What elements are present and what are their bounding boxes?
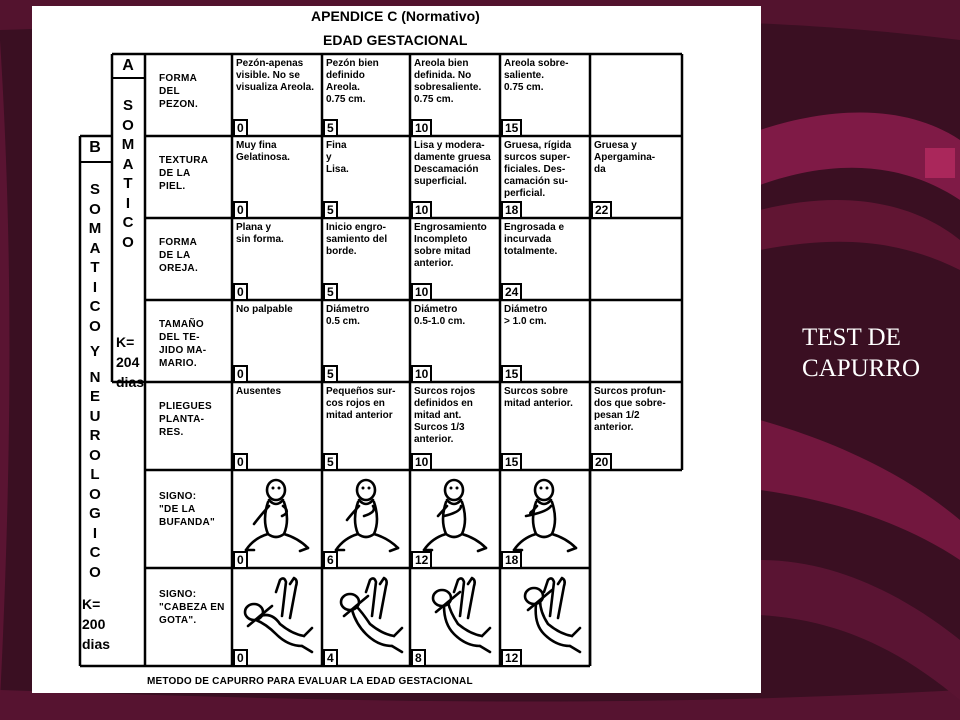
- vertical-letter: O: [122, 116, 134, 134]
- score-box: 12: [500, 649, 522, 665]
- vertical-letter: R: [89, 427, 101, 444]
- score-box: 20: [590, 453, 612, 469]
- vertical-letter: I: [92, 278, 98, 296]
- cell-text: Surcos rojos definidos en mitad ant. Surcos 1/3 anterior.: [414, 386, 476, 445]
- score-box: 18: [500, 201, 522, 217]
- cell-text: Areola bien definida. No sobresaliente. 0.75 cm.: [414, 58, 482, 105]
- vertical-letter: O: [89, 446, 101, 464]
- infant-head-drop-icon: [414, 572, 496, 656]
- score-box: 0: [232, 201, 248, 217]
- cell-text: Areola sobre- saliente. 0.75 cm.: [504, 58, 569, 93]
- score-box: 10: [410, 119, 432, 135]
- row-label: FORMA DE LA OREJA.: [159, 237, 199, 274]
- vertical-letter: I: [92, 524, 98, 542]
- vertical-letter: G: [89, 505, 101, 522]
- cell-text: Diámetro 0.5-1.0 cm.: [414, 304, 466, 327]
- vertical-letter: M: [88, 220, 102, 237]
- infant-head-drop-icon: [236, 572, 318, 656]
- score-box: 10: [410, 365, 432, 381]
- cell-text: Plana y sin forma.: [236, 222, 284, 245]
- score-box: 4: [322, 649, 338, 665]
- document-title: APENDICE C (Normativo): [311, 8, 480, 24]
- cell-text: Engrosada e incurvada totalmente.: [504, 222, 565, 257]
- score-box: 5: [322, 201, 338, 217]
- side-title: TEST DE CAPURRO: [802, 324, 921, 382]
- score-box: 10: [410, 283, 432, 299]
- infant-scarf-sign-icon: [236, 476, 316, 556]
- vertical-letter: O: [89, 317, 101, 335]
- score-box: 8: [410, 649, 426, 665]
- column-a-k-label: K= 204 dias: [116, 334, 145, 390]
- score-box: 5: [322, 365, 338, 381]
- cell-text: Lisa y modera- damente gruesa Descamación superficial.: [414, 140, 491, 187]
- cell-text: Pezón-apenas visible. No se visualiza Areola.: [236, 58, 314, 93]
- vertical-letter: O: [89, 485, 101, 503]
- column-a-letter: A: [122, 57, 134, 74]
- score-box: 0: [232, 649, 248, 665]
- score-box: 5: [322, 119, 338, 135]
- cell-text: Surcos profun- dos que sobre- pesan 1/2 anterior.: [594, 386, 666, 433]
- score-box: 22: [590, 201, 612, 217]
- vertical-letter: Y: [89, 343, 100, 360]
- score-box: 12: [410, 551, 432, 567]
- score-box: 0: [232, 365, 248, 381]
- column-b-vertical-label: [85, 180, 105, 582]
- row-label: TEXTURA DE LA PIEL.: [159, 155, 209, 192]
- infant-scarf-sign-icon: [414, 476, 494, 556]
- cell-text: Diámetro > 1.0 cm.: [504, 304, 548, 327]
- score-box: 0: [232, 551, 248, 567]
- score-box: 6: [322, 551, 338, 567]
- score-box: 5: [322, 283, 338, 299]
- score-box: 18: [500, 551, 522, 567]
- row-label: SIGNO: "DE LA BUFANDA": [159, 491, 216, 528]
- score-box: 15: [500, 453, 522, 469]
- row-label: PLIEGUES PLANTA- RES.: [159, 401, 212, 438]
- cell-text: Surcos sobre mitad anterior.: [504, 386, 573, 409]
- cell-text: Pequeños sur- cos rojos en mitad anterior: [326, 386, 396, 421]
- cell-text: Ausentes: [236, 386, 282, 397]
- vertical-letter: T: [123, 175, 133, 192]
- infant-scarf-sign-icon: [504, 476, 584, 556]
- vertical-letter: U: [89, 407, 101, 425]
- cell-text: Engrosamiento Incompleto sobre mitad anterior.: [414, 222, 487, 269]
- column-b-k-label: K= 200 dias: [82, 596, 111, 652]
- score-box: 24: [500, 283, 522, 299]
- cell-text: Diámetro 0.5 cm.: [326, 304, 370, 327]
- vertical-letter: N: [89, 368, 101, 386]
- vertical-letter: C: [89, 298, 101, 315]
- vertical-letter: C: [122, 214, 134, 231]
- score-box: 5: [322, 453, 338, 469]
- score-box: 10: [410, 201, 432, 217]
- vertical-letter: O: [122, 233, 134, 251]
- vertical-letter: T: [90, 259, 100, 276]
- infant-head-drop-icon: [326, 572, 408, 656]
- infant-head-drop-icon: [504, 572, 586, 656]
- vertical-letter: A: [122, 155, 134, 173]
- score-box: 10: [410, 453, 432, 469]
- vertical-letter: E: [89, 388, 100, 405]
- column-a-vertical-label: [118, 96, 138, 252]
- vertical-letter: C: [89, 544, 101, 561]
- cell-text: Muy fina Gelatinosa.: [236, 140, 290, 163]
- vertical-letter: S: [89, 181, 100, 198]
- row-label: SIGNO: "CABEZA EN GOTA".: [159, 589, 225, 626]
- vertical-letter: A: [89, 239, 101, 257]
- capurro-document: [32, 6, 761, 693]
- score-box: 15: [500, 365, 522, 381]
- infant-scarf-sign-icon: [326, 476, 406, 556]
- vertical-letter: M: [121, 136, 135, 153]
- cell-text: Fina y Lisa.: [326, 140, 349, 175]
- score-box: 0: [232, 283, 248, 299]
- score-box: 15: [500, 119, 522, 135]
- row-label: TAMAÑO DEL TE- JIDO MA- MARIO.: [159, 319, 207, 369]
- document-footer: METODO DE CAPURRO PARA EVALUAR LA EDAD GESTACIONAL: [147, 676, 473, 687]
- column-b-letter: B: [89, 139, 101, 156]
- document-subtitle: EDAD GESTACIONAL: [323, 32, 468, 48]
- vertical-letter: O: [89, 200, 101, 218]
- score-box: 0: [232, 453, 248, 469]
- cell-text: No palpable: [236, 304, 293, 315]
- vertical-letter: S: [122, 97, 133, 114]
- vertical-letter: L: [90, 466, 100, 483]
- cell-text: Inicio engro- samiento del borde.: [326, 222, 388, 257]
- vertical-letter: O: [89, 563, 101, 581]
- cell-text: Gruesa, rígida surcos super- ficiales. Des- camación su- perficial.: [504, 140, 572, 199]
- vertical-letter: I: [125, 194, 131, 212]
- cell-text: Pezón bien definido Areola. 0.75 cm.: [326, 58, 379, 105]
- row-label: FORMA DEL PEZON.: [159, 73, 199, 110]
- score-box: 0: [232, 119, 248, 135]
- cell-text: Gruesa y Apergamina- da: [594, 140, 656, 175]
